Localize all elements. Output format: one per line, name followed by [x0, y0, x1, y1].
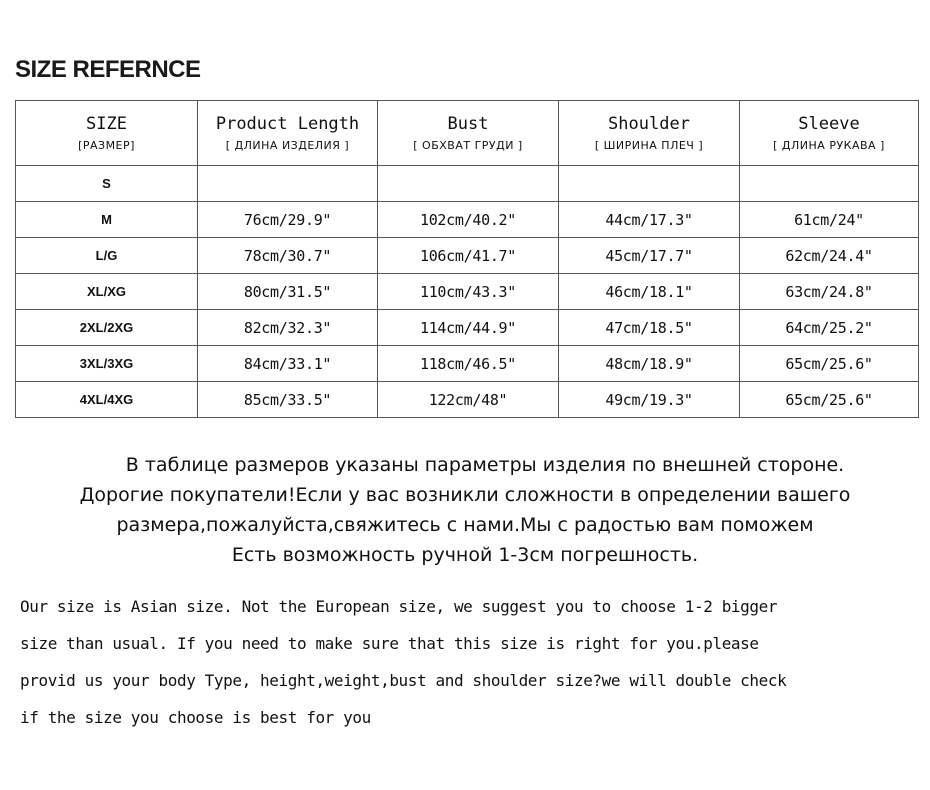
column-header-label: SIZE	[86, 113, 127, 134]
table-row	[16, 382, 919, 418]
sleeve-cell: 63cm/24.8"	[740, 274, 919, 310]
length-cell: 76cm/29.9"	[198, 202, 378, 238]
length-cell: 85cm/33.5"	[198, 382, 378, 418]
table-row	[16, 166, 919, 202]
column-header-sleeve	[740, 101, 919, 166]
bust-cell: 122cm/48"	[378, 382, 559, 418]
column-header-size	[16, 101, 198, 166]
size-cell: 2XL/2XG	[16, 310, 198, 346]
column-header-bust	[378, 101, 559, 166]
length-cell: 80cm/31.5"	[198, 274, 378, 310]
table-row	[16, 202, 919, 238]
shoulder-cell: 49cm/19.3"	[559, 382, 740, 418]
bust-cell: 106cm/41.7"	[378, 238, 559, 274]
size-cell: 4XL/4XG	[16, 382, 198, 418]
table-row	[16, 346, 919, 382]
column-header-label: Bust	[447, 113, 489, 134]
column-header-translation: [ ДЛИНА ИЗДЕЛИЯ ]	[225, 138, 350, 152]
table-row	[16, 274, 919, 310]
column-header-translation: [ ДЛИНА РУКАВА ]	[773, 138, 885, 152]
length-cell: 78cm/30.7"	[198, 238, 378, 274]
size-cell: L/G	[16, 238, 198, 274]
column-header-translation: [ ШИРИНА ПЛЕЧ ]	[594, 138, 704, 152]
length-cell: 84cm/33.1"	[198, 346, 378, 382]
shoulder-cell: 45cm/17.7"	[559, 238, 740, 274]
shoulder-cell	[559, 166, 740, 202]
bust-cell: 114cm/44.9"	[378, 310, 559, 346]
sleeve-cell	[740, 166, 919, 202]
size-cell: XL/XG	[16, 274, 198, 310]
english-note-line: if the size you choose is best for you	[20, 708, 371, 727]
table-row	[16, 310, 919, 346]
notice-line: Дорогие покупатели!Если у вас возникли сложности в определении вашего	[79, 484, 851, 506]
table-row	[16, 238, 919, 274]
english-note-line: Our size is Asian size. Not the European size, we suggest you to choose 1-2 bigger	[20, 597, 778, 616]
english-note	[20, 588, 915, 736]
column-header-translation: [РАЗМЕР]	[78, 138, 135, 152]
english-note-line: size than usual. If you need to make sure that this size is right for you.please	[20, 634, 759, 653]
length-cell: 82cm/32.3"	[198, 310, 378, 346]
notice-line: В таблице размеров указаны параметры изделия по внешней стороне.	[125, 454, 845, 476]
notice-line: размера,пожалуйста,свяжитесь с нами.Мы с радостью вам поможем	[116, 514, 814, 536]
notice-line: Есть возможность ручной 1-3см погрешность.	[231, 544, 699, 566]
size-cell: S	[16, 166, 198, 202]
shoulder-cell: 48cm/18.9"	[559, 346, 740, 382]
length-cell	[198, 166, 378, 202]
table-header-row	[16, 101, 919, 166]
bust-cell	[378, 166, 559, 202]
bust-cell: 118cm/46.5"	[378, 346, 559, 382]
sleeve-cell: 65cm/25.6"	[740, 382, 919, 418]
column-header-label: Sleeve	[798, 113, 860, 134]
column-header-label: Shoulder	[608, 113, 690, 134]
shoulder-cell: 46cm/18.1"	[559, 274, 740, 310]
english-note-line: provid us your body Type, height,weight,bust and shoulder size?we will double check	[20, 671, 787, 690]
sleeve-cell: 65cm/25.6"	[740, 346, 919, 382]
size-cell: 3XL/3XG	[16, 346, 198, 382]
sleeve-cell: 64cm/25.2"	[740, 310, 919, 346]
page-title: SIZE REFERNCE	[15, 56, 201, 83]
sleeve-cell: 61cm/24"	[740, 202, 919, 238]
column-header-label: Product Length	[215, 113, 360, 134]
size-cell: M	[16, 202, 198, 238]
bust-cell: 110cm/43.3"	[378, 274, 559, 310]
bust-cell: 102cm/40.2"	[378, 202, 559, 238]
sleeve-cell: 62cm/24.4"	[740, 238, 919, 274]
russian-notice	[0, 450, 930, 570]
column-header-translation: [ ОБХВАТ ГРУДИ ]	[413, 138, 523, 152]
shoulder-cell: 47cm/18.5"	[559, 310, 740, 346]
shoulder-cell: 44cm/17.3"	[559, 202, 740, 238]
column-header-shoulder	[559, 101, 740, 166]
column-header-length	[198, 101, 378, 166]
size-table	[15, 100, 919, 418]
